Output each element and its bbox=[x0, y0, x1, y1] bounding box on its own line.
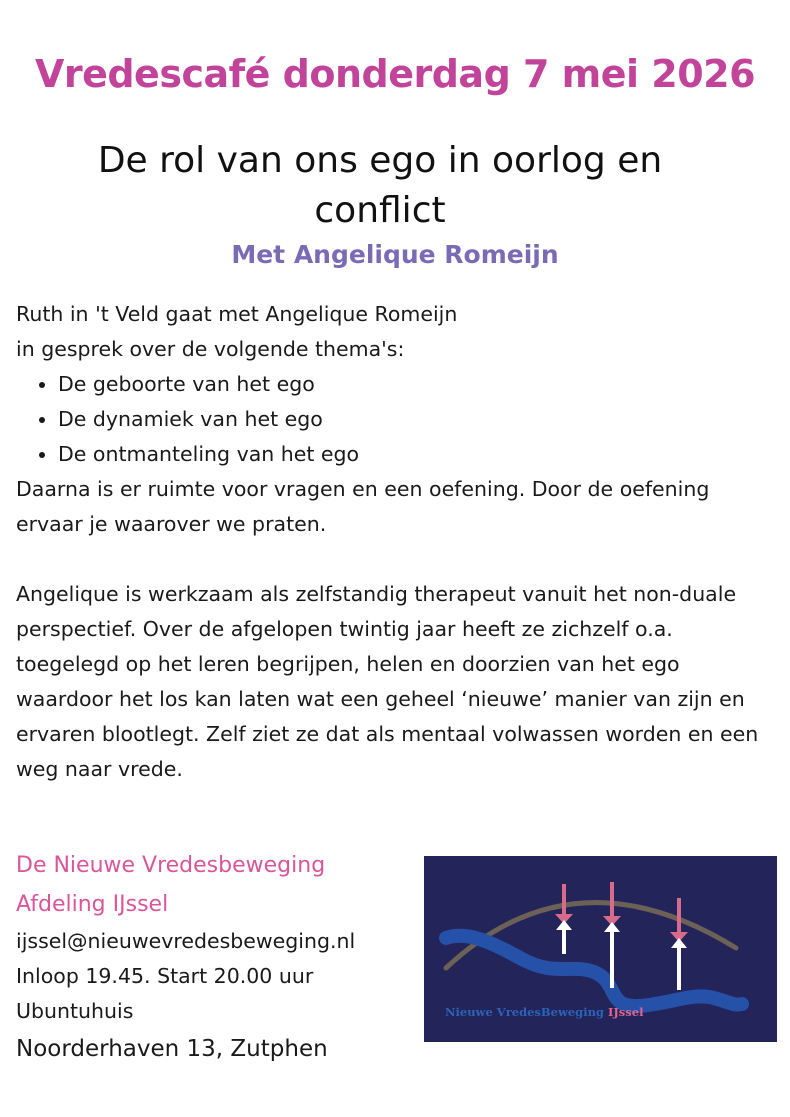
logo-text bbox=[445, 1005, 643, 1019]
venue-name: Ubuntuhuis bbox=[16, 999, 134, 1023]
intro-line-1: Ruth in 't Veld gaat met Angelique Romeijn bbox=[16, 302, 458, 326]
organization-department-block bbox=[16, 885, 416, 924]
intro-after: Daarna is er ruimte voor vragen en een oefening. Door de oefening ervaar je waarover we praten. bbox=[16, 477, 710, 536]
logo-arrow-3 bbox=[670, 898, 688, 990]
event-title: Vredescafé donderdag 7 mei 2026 bbox=[34, 52, 756, 96]
logo-arrow-1 bbox=[555, 884, 573, 954]
logo-text-main: Nieuwe VredesBeweging bbox=[445, 1005, 608, 1019]
organization-block bbox=[16, 846, 416, 885]
contact-email[interactable]: ijssel@nieuwevredesbeweging.nl bbox=[16, 929, 356, 953]
event-subtitle bbox=[30, 136, 730, 236]
theme-item: • De geboorte van het ego bbox=[58, 367, 781, 402]
contact-block bbox=[16, 924, 421, 1069]
theme-item: • De dynamiek van het ego bbox=[58, 402, 781, 437]
event-times: Inloop 19.45. Start 20.00 uur bbox=[16, 964, 314, 988]
subtitle-line-2: conflict bbox=[314, 190, 446, 231]
logo-river bbox=[446, 936, 742, 1006]
organization-logo bbox=[424, 856, 777, 1042]
event-description bbox=[16, 297, 781, 787]
subtitle-line-1: De rol van ons ego in oorlog en bbox=[97, 140, 663, 181]
organization-department: Afdeling IJssel bbox=[16, 892, 169, 917]
logo-text-accent: IJssel bbox=[607, 1005, 644, 1019]
themes-list bbox=[16, 367, 781, 472]
organization-name: De Nieuwe Vredesbeweging bbox=[16, 853, 326, 878]
theme-item: • De ontmanteling van het ego bbox=[58, 437, 781, 472]
intro-line-2: in gesprek over de volgende thema's: bbox=[16, 337, 405, 361]
speaker-name: Met Angelique Romeijn bbox=[231, 240, 559, 269]
venue-address: Noorderhaven 13, Zutphen bbox=[16, 1036, 328, 1062]
paragraph-spacer bbox=[16, 542, 781, 577]
speaker-bio: Angelique is werkzaam als zelfstandig therapeut vanuit het non-duale perspectief. Over de afgelopen twintig jaar heeft ze zichzelf o.a. toegelegd op het leren begrijpen, helen en doorzien van het ego waardoor het los kan laten wat een geheel ‘nieuwe’ manier van zijn en ervaren blootlegt. Zelf ziet ze dat als mentaal volwassen worden en een weg naar vrede. bbox=[16, 582, 759, 781]
